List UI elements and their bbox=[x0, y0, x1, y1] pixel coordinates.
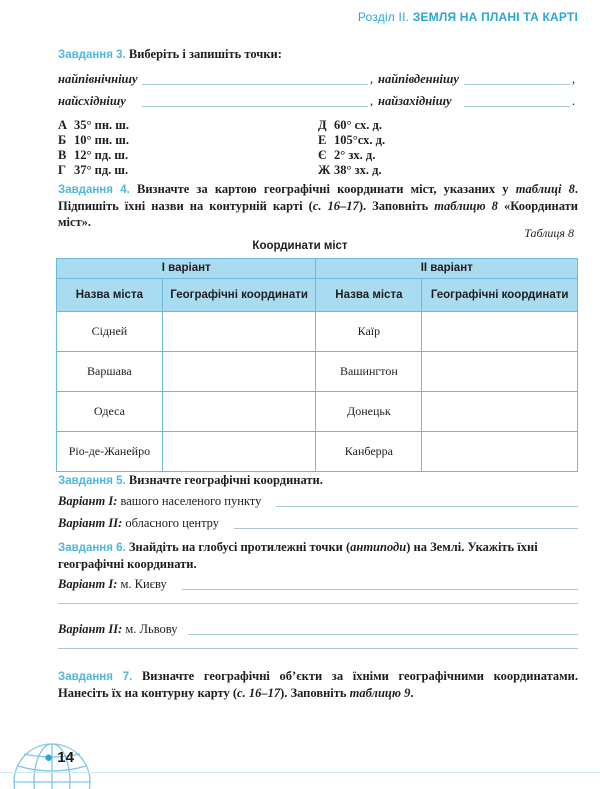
task3-row2: найсхіднішу , найзахіднішу . bbox=[58, 94, 576, 108]
task3-row1: найпівнічнішу , найпівденнішу , bbox=[58, 72, 576, 86]
task5-v2-input[interactable] bbox=[234, 516, 578, 529]
section-title: ЗЕМЛЯ НА ПЛАНІ ТА КАРТІ bbox=[412, 10, 578, 24]
city-cell: Варшава bbox=[57, 352, 163, 392]
table-row bbox=[57, 352, 578, 392]
task6-text: Завдання 6. Знайдіть на глобусі протилежні точки (антиподи) на Землі. Укажіть їхні географічні координати. bbox=[58, 540, 538, 571]
point-item: Є 2° зх. д. bbox=[318, 148, 376, 162]
city-cell: Канберра bbox=[316, 432, 422, 472]
col-coords-2: Географічні координати bbox=[422, 279, 578, 312]
task5-variant1: Варіант І: вашого населеного пункту bbox=[58, 494, 578, 512]
task3-label: Завдання 3. bbox=[58, 49, 126, 61]
city-cell: Донецьк bbox=[316, 392, 422, 432]
field-east-label: найсхіднішу bbox=[58, 94, 126, 108]
point-item: В 12° пд. ш. bbox=[58, 148, 129, 162]
task5-variant2: Варіант ІІ: обласного центру bbox=[58, 516, 578, 534]
field-west-input[interactable] bbox=[464, 94, 570, 107]
coords-input-cell[interactable] bbox=[422, 312, 578, 352]
field-east-input[interactable] bbox=[142, 94, 368, 107]
task6-v1-input[interactable] bbox=[182, 577, 578, 590]
task6-v2-input-line2[interactable] bbox=[58, 648, 578, 649]
task7-text: Завдання 7. Визначте географічні об’єкти за їхніми географічними координатами. Нанесіть їх на контурну карту (с. 16–17). Заповніть таблицю 9. bbox=[58, 669, 579, 700]
task6-variant2: Варіант ІІ: м. Львову bbox=[58, 622, 578, 640]
table-row bbox=[57, 432, 578, 472]
point-item: Д 60° сх. д. bbox=[318, 118, 382, 132]
task3-heading bbox=[58, 46, 578, 63]
footer-divider bbox=[0, 772, 600, 773]
field-west-label: найзахіднішу bbox=[378, 94, 452, 108]
task4-label: Завдання 4. bbox=[58, 184, 130, 196]
col-coords-1: Географічні координати bbox=[162, 279, 316, 312]
coords-input-cell[interactable] bbox=[422, 392, 578, 432]
field-south-label: найпівденнішу bbox=[378, 72, 459, 86]
task5-text: Визначте географічні координати. bbox=[128, 473, 323, 487]
coords-input-cell[interactable] bbox=[162, 432, 316, 472]
task6-v1-input-line2[interactable] bbox=[58, 603, 578, 604]
city-cell: Одеса bbox=[57, 392, 163, 432]
coords-input-cell[interactable] bbox=[162, 352, 316, 392]
table-row bbox=[57, 312, 578, 352]
point-item: Ж 38° зх. д. bbox=[318, 163, 382, 177]
section-label: Розділ ІІ. bbox=[357, 10, 410, 24]
task6-variant1: Варіант І: м. Києву bbox=[58, 577, 578, 595]
point-item: Б 10° пн. ш. bbox=[58, 133, 129, 147]
coords-input-cell[interactable] bbox=[162, 312, 316, 352]
city-cell: Вашингтон bbox=[316, 352, 422, 392]
field-north-label: найпівнічнішу bbox=[58, 72, 138, 86]
table-caption: Таблиця 8 bbox=[524, 226, 574, 240]
variant1-header: І варіант bbox=[57, 259, 316, 279]
task5-v1-input[interactable] bbox=[276, 494, 578, 507]
table-row bbox=[57, 392, 578, 432]
city-cell: Каїр bbox=[316, 312, 422, 352]
task6-v2-input[interactable] bbox=[188, 622, 578, 635]
page-header bbox=[358, 10, 578, 24]
field-south-input[interactable] bbox=[464, 72, 570, 85]
points-right-list bbox=[318, 118, 385, 178]
task4-text: Завдання 4. Визначте за картою географічні координати міст, указаних у таблиці 8. Підпишіть їхні назви на контурній карті (с. 16–17). Заповніть таблицю 8 «Координати міст». bbox=[58, 182, 578, 229]
task6-label: Завдання 6. bbox=[58, 542, 126, 554]
point-item: Е 105°сх. д. bbox=[318, 133, 386, 147]
task5-heading bbox=[58, 472, 578, 489]
task7-label: Завдання 7. bbox=[58, 671, 133, 683]
city-cell: Ріо-де-Жанейро bbox=[57, 432, 163, 472]
field-north-input[interactable] bbox=[142, 72, 368, 85]
task5-label: Завдання 5. bbox=[58, 475, 126, 487]
points-left-list bbox=[58, 118, 129, 178]
coords-input-cell[interactable] bbox=[162, 392, 316, 432]
coordinates-table bbox=[56, 258, 578, 472]
point-item: Г 37° пд. ш. bbox=[58, 163, 129, 177]
task3-text: Виберіть і запишіть точки: bbox=[128, 47, 282, 61]
city-cell: Сідней bbox=[57, 312, 163, 352]
col-city-2: Назва міста bbox=[316, 279, 422, 312]
point-item: А 35° пн. ш. bbox=[58, 118, 129, 132]
table-title: Координати міст bbox=[252, 240, 348, 252]
coords-input-cell[interactable] bbox=[422, 352, 578, 392]
col-city-1: Назва міста bbox=[57, 279, 163, 312]
page-number: ● 14 bbox=[44, 749, 74, 766]
variant2-header: ІІ варіант bbox=[316, 259, 578, 279]
coords-input-cell[interactable] bbox=[422, 432, 578, 472]
